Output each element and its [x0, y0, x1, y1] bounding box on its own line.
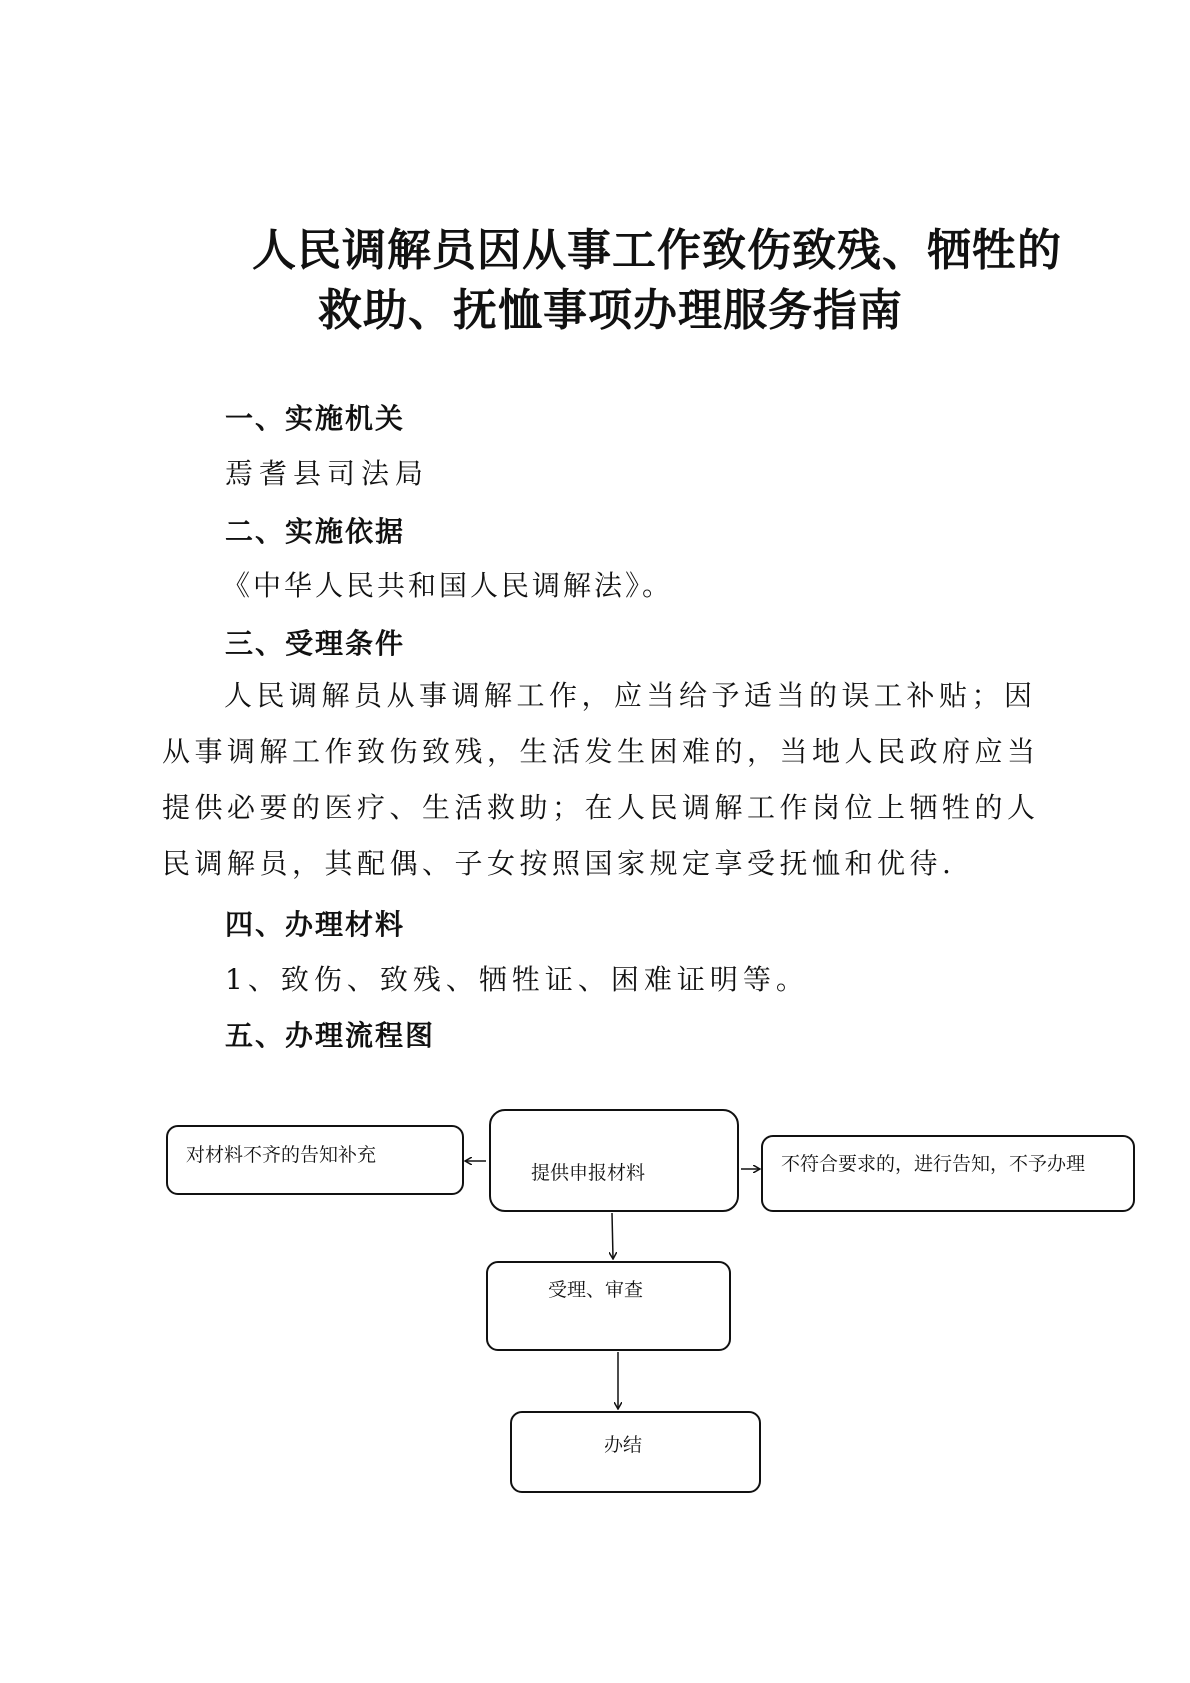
- section-heading-process-flowchart: 五、办理流程图: [225, 1019, 436, 1052]
- arrow-to-accept-review: [612, 1213, 613, 1258]
- section-body-acceptance-conditions: 人民调解员从事调解工作，应当给予适当的误工补贴；因从事调解工作致伤致残，生活发生困难的，当地人民政府应当提供必要的医疗、生活救助；在人民调解工作岗位上牺牲的人民调解员，其配偶、子女按照国家规定享受抚恤和优待.: [162, 679, 1040, 880]
- flow-node-notify-supplement-label: 对材料不齐的告知补充: [186, 1144, 377, 1166]
- section-heading-legal-basis: 二、实施依据: [225, 515, 406, 548]
- section-heading-acceptance-conditions: 三、受理条件: [225, 627, 406, 660]
- document-title-line-1: 人民调解员因从事工作致伤致残、牺牲的: [252, 225, 1062, 276]
- section-body-legal-basis: 《中华人民共和国人民调解法》。: [222, 569, 674, 602]
- flow-node-complete-label: 办结: [604, 1434, 643, 1456]
- flow-node-submit-materials-label: 提供申报材料: [531, 1162, 646, 1184]
- document-title-line-2: 救助、抚恤事项办理服务指南: [318, 285, 903, 336]
- section-heading-implementing-agency: 一、实施机关: [225, 402, 406, 435]
- flow-node-accept-review-label: 受理、审查: [548, 1279, 644, 1301]
- section-body-implementing-agency: 焉耆县司法局: [225, 457, 430, 490]
- section-body-required-materials: 1、致伤、致残、牺牲证、困难证明等。: [225, 963, 809, 996]
- flow-node-reject-notice-label: 不符合要求的，进行告知，不予办理: [781, 1153, 1086, 1175]
- section-heading-required-materials: 四、办理材料: [225, 908, 406, 941]
